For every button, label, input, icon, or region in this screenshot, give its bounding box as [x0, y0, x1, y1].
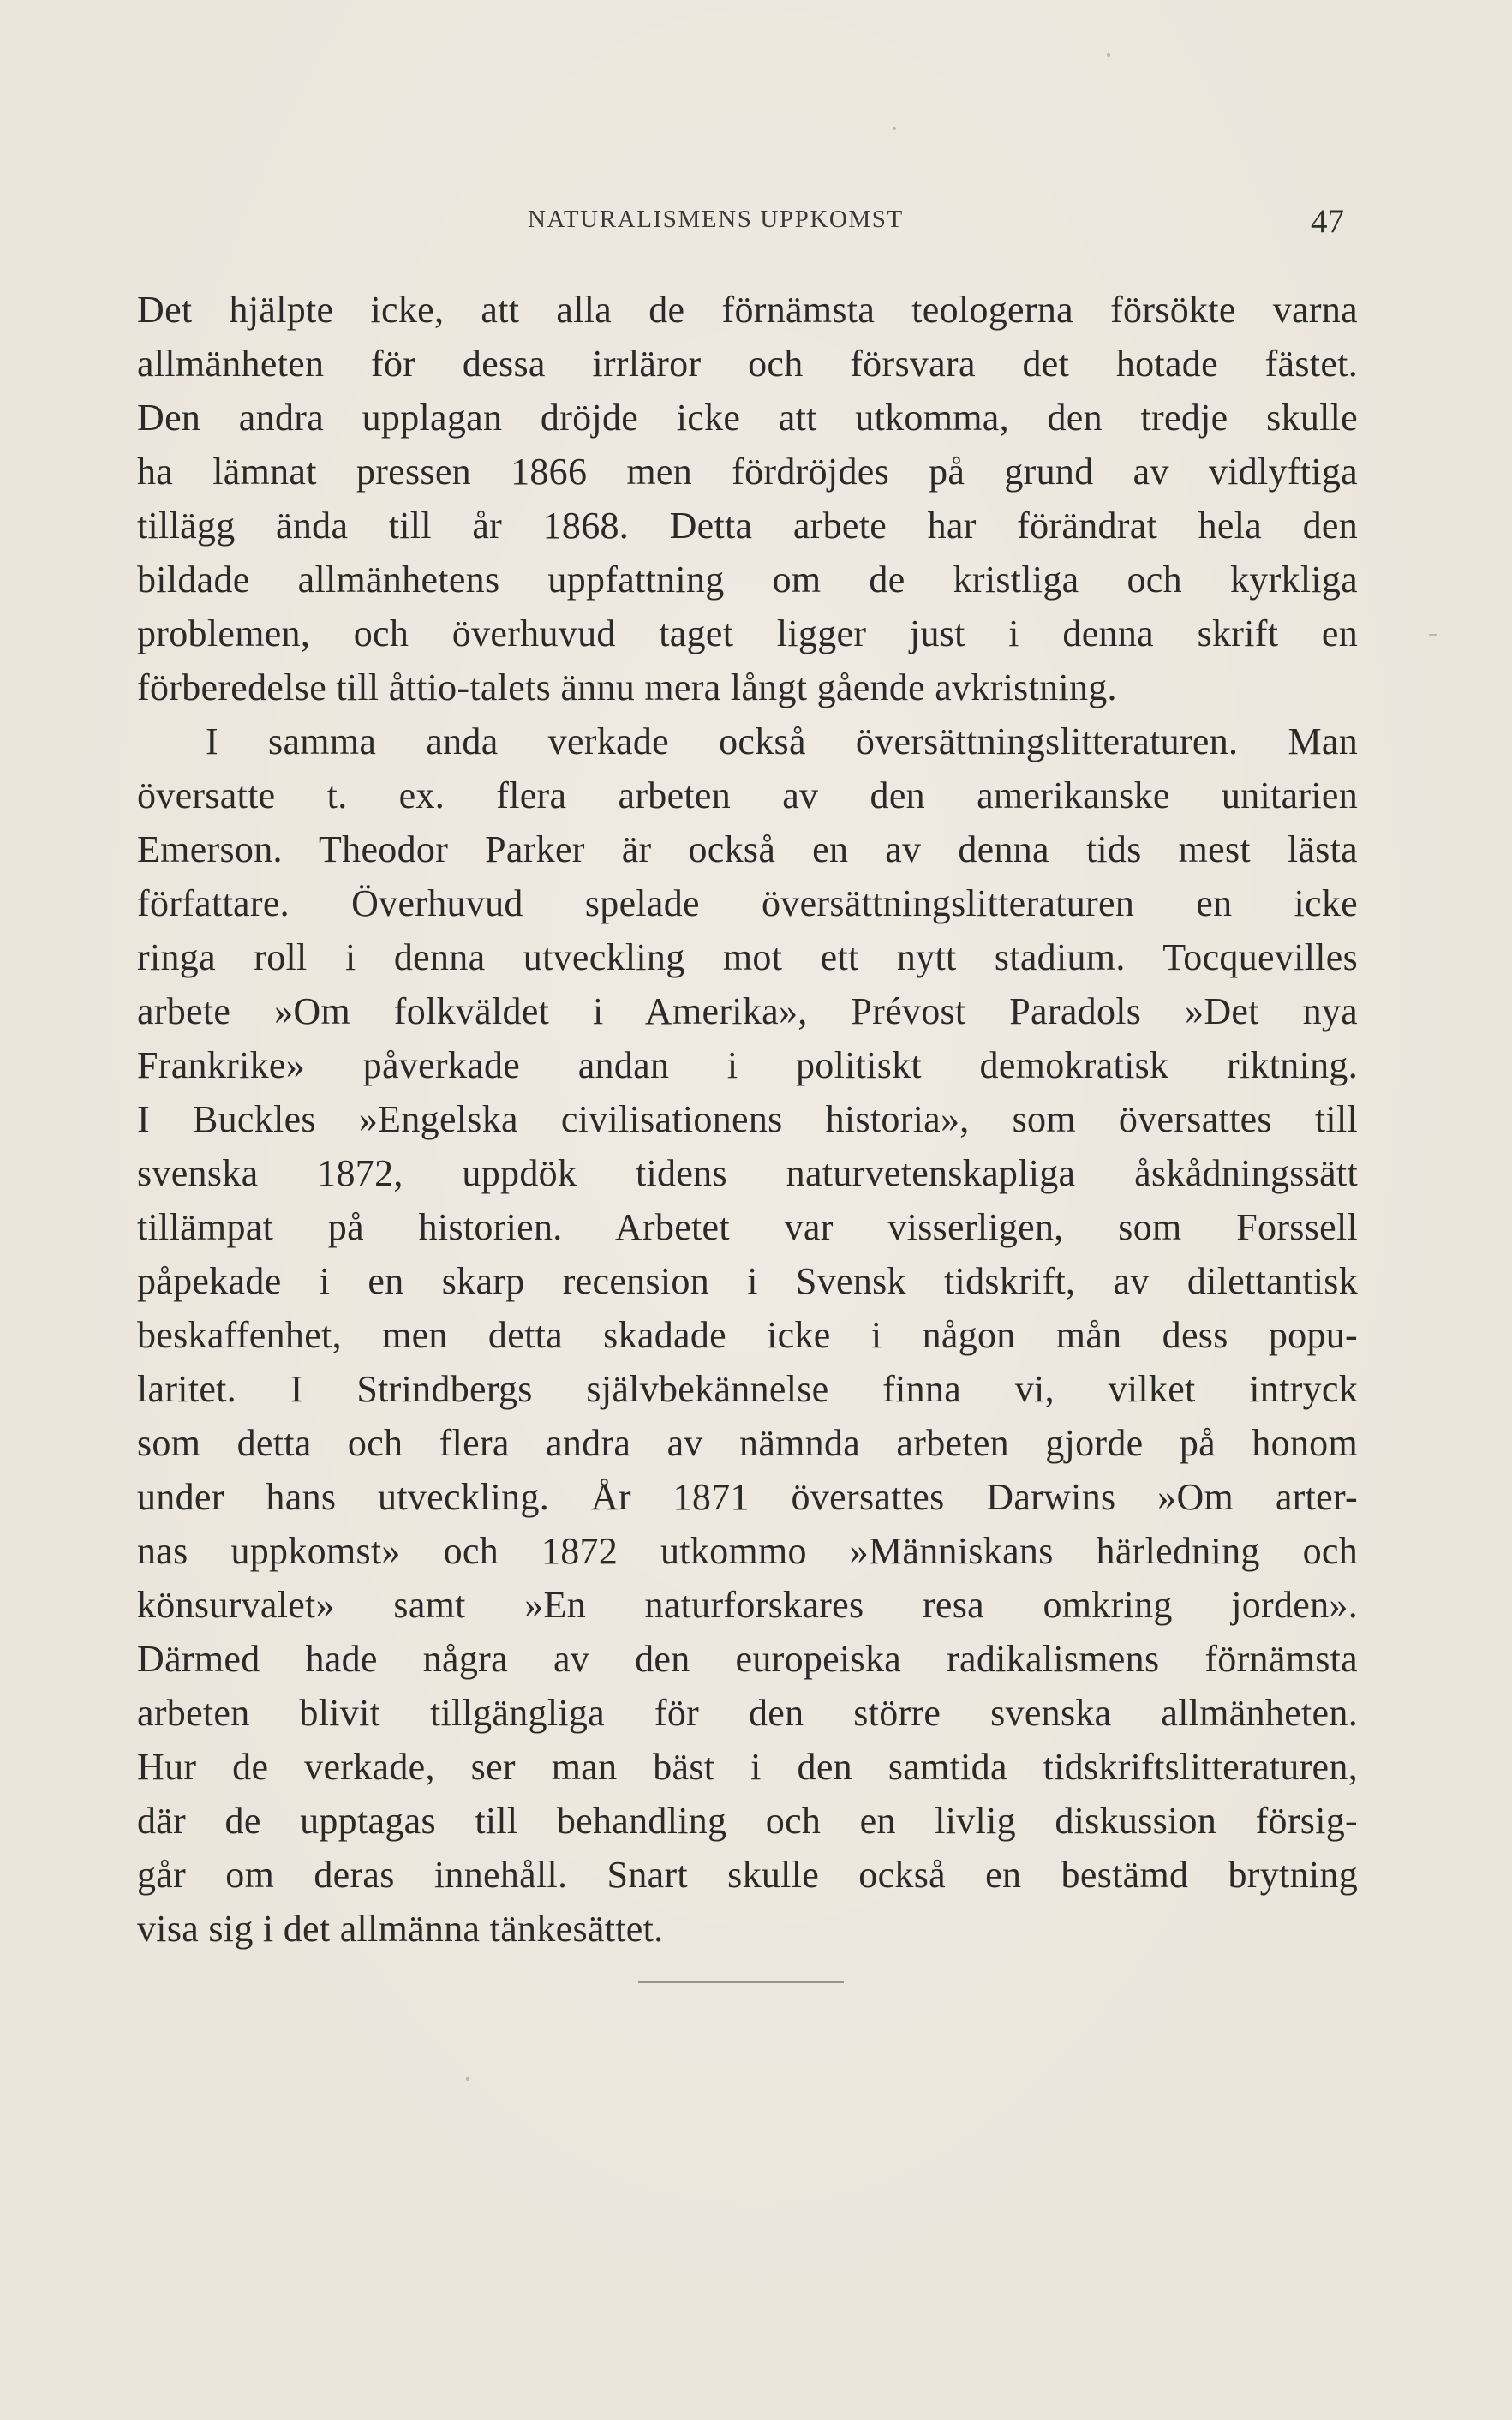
text-line: beskaffenhet, men detta skadade icke i någon mån dess popu-	[137, 1314, 1358, 1356]
paper-speck	[466, 2077, 469, 2081]
paper-speck	[1107, 53, 1110, 57]
text-line: könsurvalet» samt »En naturforskares resa omkring jorden».	[137, 1584, 1358, 1626]
text-line: laritet. I Strindbergs självbekännelse finna vi, vilket intryck	[137, 1368, 1358, 1410]
text-line: Hur de verkade, ser man bäst i den samtida tidskriftslitteraturen,	[137, 1746, 1358, 1788]
body-text	[137, 283, 1358, 1956]
text-line: svenska 1872, uppdök tidens naturvetenskapliga åskådningssätt	[137, 1152, 1358, 1194]
text-line: som detta och flera andra av nämnda arbeten gjorde på honom	[137, 1422, 1358, 1464]
text-line: förberedelse till åttio-talets ännu mera långt gående avkristning.	[137, 666, 1117, 708]
text-line: Frankrike» påverkade andan i politiskt demokratisk riktning.	[137, 1044, 1358, 1086]
running-title: NATURALISMENS UPPKOMST	[528, 206, 904, 233]
text-line: där de upptagas till behandling och en livlig diskussion försig-	[137, 1800, 1358, 1842]
text-line: I Buckles »Engelska civilisationens historia», som översattes till	[137, 1098, 1358, 1140]
text-line: nas uppkomst» och 1872 utkommo »Människans härledning och	[137, 1530, 1358, 1572]
text-line: går om deras innehåll. Snart skulle också en bestämd brytning	[137, 1854, 1358, 1896]
paper-speck	[1429, 634, 1437, 636]
text-line: problemen, och överhuvud taget ligger just i denna skrift en	[137, 612, 1358, 654]
text-line: arbete »Om folkväldet i Amerika», Prévost Paradols »Det nya	[137, 990, 1358, 1032]
paper-speck	[893, 127, 896, 130]
end-rule	[638, 1981, 844, 1983]
text-line: ringa roll i denna utveckling mot ett nytt stadium. Tocquevilles	[137, 936, 1358, 978]
text-line: tillägg ända till år 1868. Detta arbete har förändrat hela den	[137, 505, 1358, 547]
text-line: påpekade i en skarp recension i Svensk tidskrift, av dilettantisk	[137, 1260, 1358, 1302]
text-line: Det hjälpte icke, att alla de förnämsta teologerna försökte varna	[137, 289, 1358, 331]
text-line: visa sig i det allmänna tänkesättet.	[137, 1908, 664, 1950]
text-line: arbeten blivit tillgängliga för den större svenska allmänheten.	[137, 1692, 1358, 1734]
text-line: ha lämnat pressen 1866 men fördröjdes på grund av vidlyftiga	[137, 451, 1358, 493]
text-line: översatte t. ex. flera arbeten av den amerikanske unitarien	[137, 774, 1358, 816]
text-line: Därmed hade några av den europeiska radikalismens förnämsta	[137, 1638, 1358, 1680]
text-line: Emerson. Theodor Parker är också en av denna tids mest lästa	[137, 828, 1358, 870]
running-head	[0, 202, 1512, 240]
text-line: allmänheten för dessa irrläror och försvara det hotade fästet.	[137, 343, 1358, 385]
text-line: tillämpat på historien. Arbetet var visserligen, som Forssell	[137, 1206, 1358, 1248]
text-line: I samma anda verkade också översättningslitteraturen. Man	[206, 720, 1358, 762]
text-line: under hans utveckling. År 1871 översattes Darwins »Om arter-	[137, 1476, 1358, 1518]
text-line: författare. Överhuvud spelade översättningslitteraturen en icke	[137, 882, 1358, 924]
text-line: Den andra upplagan dröjde icke att utkomma, den tredje skulle	[137, 397, 1358, 439]
page-number: 47	[1311, 203, 1344, 240]
text-line: bildade allmänhetens uppfattning om de kristliga och kyrkliga	[137, 559, 1358, 601]
